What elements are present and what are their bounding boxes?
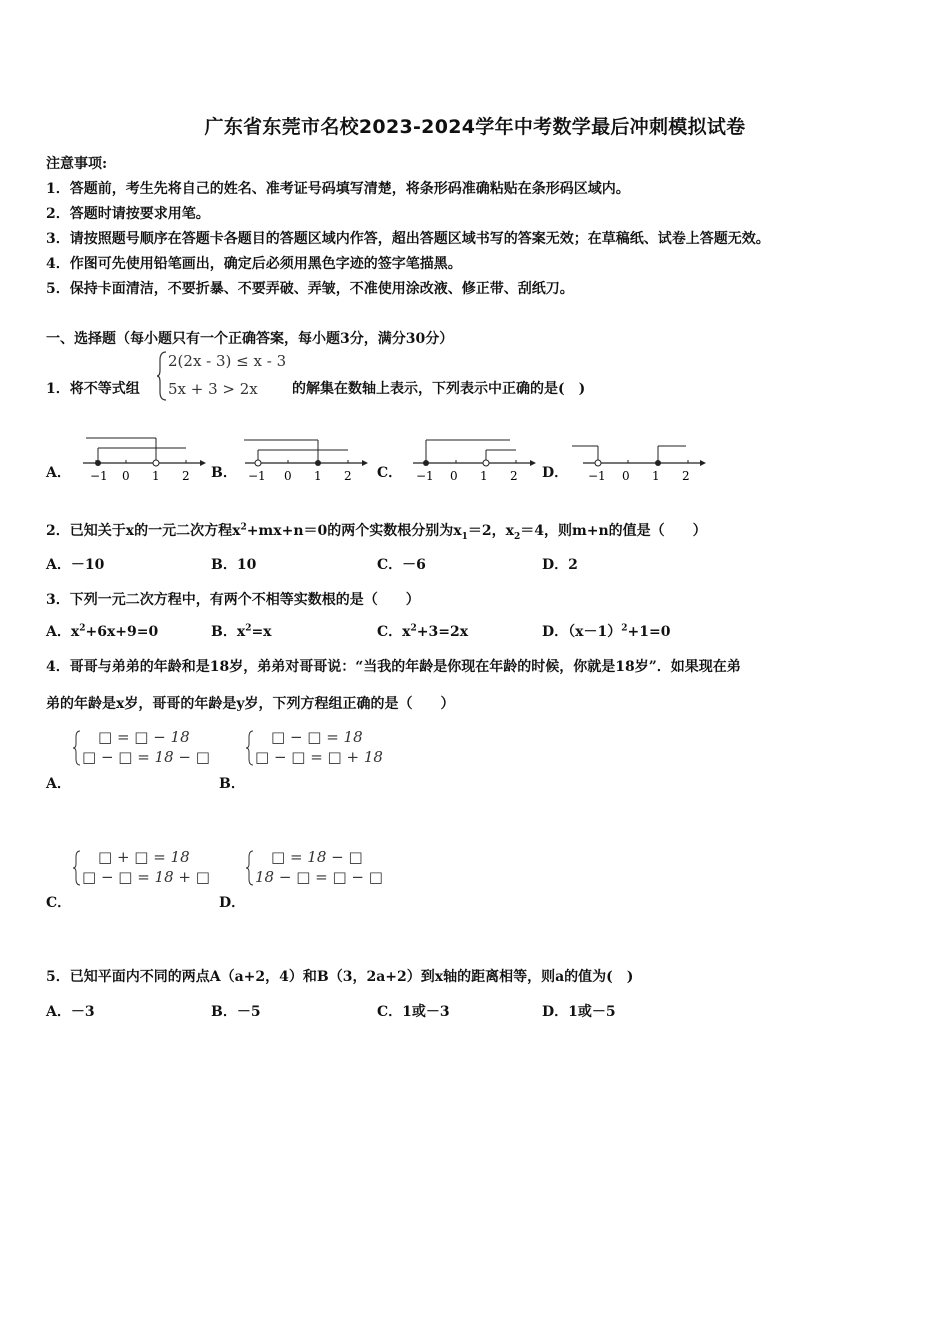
q4-a-brace: [72, 728, 82, 768]
q4-option-b-label: B．: [219, 776, 245, 792]
q3-option-d: D．$(x-1)^2+1=0$: [542, 623, 671, 640]
q1-d-tick-4: 2: [682, 469, 690, 483]
q4-b-row-2: □ − □ = □ + 18: [255, 748, 383, 766]
q1-a-tick-2: 0: [122, 469, 130, 483]
q5-option-b: B．－5: [211, 1004, 261, 1020]
q4-option-d-system: [245, 848, 385, 888]
q1-b-tick-1: −1: [248, 469, 266, 483]
q1-c-tick-3: 1: [480, 469, 488, 483]
notice-item-3: 3．请按照题号顺序在答题卡各题目的答题区域内作答，超出答题区域书写的答案无效；在草稿纸、试卷上答题无效。: [46, 231, 770, 247]
q4-stem-line-1: 4．哥哥与弟弟的年龄和是18岁，弟弟对哥哥说：“当我的年龄是你现在年龄的时候，你就是18岁”．如果现在弟: [46, 659, 741, 675]
q4-d-row-2: 18 − □ = □ − □: [255, 868, 383, 886]
q1-c-tick-1: −1: [416, 469, 434, 483]
page-title: 广东省东莞市名校2023-2024学年中考数学最后冲刺模拟试卷: [204, 116, 746, 138]
q1-a-tick-4: 2: [182, 469, 190, 483]
q5-option-a: A．－3: [46, 1004, 95, 1020]
q1-d-tick-1: −1: [588, 469, 606, 483]
q1-c-tick-4: 2: [510, 469, 518, 483]
q1-a-tick-1: −1: [90, 469, 108, 483]
q1-d-tick-2: 0: [622, 469, 630, 483]
q4-d-row-1: □ = 18 − □: [271, 848, 363, 866]
notice-heading: 注意事项:: [46, 156, 108, 172]
q2-option-a: A．－10: [46, 557, 105, 573]
q1-c-tick-2: 0: [450, 469, 458, 483]
q1-option-a-numberline: [68, 430, 208, 489]
q4-option-c-label: C．: [46, 895, 72, 911]
q1-inequality-2: 5x + 3 > 2x: [168, 380, 258, 398]
q3-stem: 3．下列一元二次方程中，有两个不相等实数根的是（ ）: [46, 592, 420, 608]
notice-item-4: 4．作图可先使用铅笔画出，确定后必须用黑色字迹的签字笔描黑。: [46, 256, 462, 272]
section-heading: 一、选择题（每小题只有一个正确答案，每小题3分，满分30分）: [46, 331, 454, 347]
q4-c-brace: [72, 848, 82, 888]
q1-b-tick-3: 1: [314, 469, 322, 483]
q1-suffix: 的解集在数轴上表示，下列表示中正确的是( ): [292, 381, 586, 397]
q1-option-c-numberline: [398, 430, 538, 489]
q1-a-tick-3: 1: [152, 469, 160, 483]
q1-prefix: 1．将不等式组: [46, 381, 140, 397]
q4-option-a-system: [72, 728, 212, 768]
q1-b-tick-2: 0: [284, 469, 292, 483]
q4-b-row-1: □ − □ = 18: [271, 728, 363, 746]
q3-option-a: A．$x^2+6x+9=0$: [46, 623, 159, 640]
q4-a-row-2: □ − □ = 18 − □: [82, 748, 210, 766]
q3-option-b: B．$x^2=x$: [211, 623, 272, 640]
q1-option-b-label: B．: [211, 465, 237, 481]
q4-c-row-2: □ − □ = 18 + □: [82, 868, 210, 886]
q5-option-d: D．1或－5: [542, 1004, 616, 1020]
q1-b-tick-4: 2: [344, 469, 352, 483]
q1-option-b-numberline: [230, 430, 370, 489]
q1-option-d-numberline: [568, 430, 708, 489]
q1-inequality-system: [156, 350, 288, 402]
q4-option-d-label: D．: [219, 895, 246, 911]
q2-option-c: C．－6: [377, 557, 426, 573]
q4-a-row-1: □ = □ − 18: [98, 728, 190, 746]
q2-option-d: D．2: [542, 557, 578, 573]
q4-b-brace: [245, 728, 255, 768]
q4-option-a-label: A．: [46, 776, 71, 792]
q2-option-b: B．10: [211, 557, 257, 573]
q1-inequality-1: 2(2x - 3) ≤ x - 3: [168, 352, 287, 370]
q3-option-c: C．$x^2+3=2x$: [377, 623, 469, 640]
notice-item-5: 5．保持卡面清洁，不要折暴、不要弄破、弄皱，不准使用涂改液、修正带、刮纸刀。: [46, 281, 574, 297]
q4-c-row-1: □ + □ = 18: [98, 848, 190, 866]
notice-item-2: 2．答题时请按要求用笔。: [46, 206, 210, 222]
q4-stem-line-2: 弟的年龄是x岁，哥哥的年龄是y岁，下列方程组正确的是（ ）: [46, 696, 455, 712]
q1-brace: [156, 350, 168, 402]
q1-option-a-label: A．: [46, 465, 71, 481]
q4-d-brace: [245, 848, 255, 888]
q4-option-c-system: [72, 848, 212, 888]
notice-item-1: 1．答题前，考生先将自己的姓名、准考证号码填写清楚，将条形码准确粘贴在条形码区域内。: [46, 181, 630, 197]
q2-stem: 2．已知关于x的一元二次方程$x^2+mx+n=0$的两个实数根分别为$x_1=2$，$x_2=4$，则m+n的值是（ ）: [46, 522, 707, 542]
q1-option-c-label: C．: [377, 465, 403, 481]
q5-stem: 5．已知平面内不同的两点A（a+2，4）和B（3，2a+2）到x轴的距离相等，则a的值为( ): [46, 969, 634, 985]
q1-option-d-label: D．: [542, 465, 569, 481]
q4-option-b-system: [245, 728, 385, 768]
q1-d-tick-3: 1: [652, 469, 660, 483]
q5-option-c: C．1或－3: [377, 1004, 450, 1020]
